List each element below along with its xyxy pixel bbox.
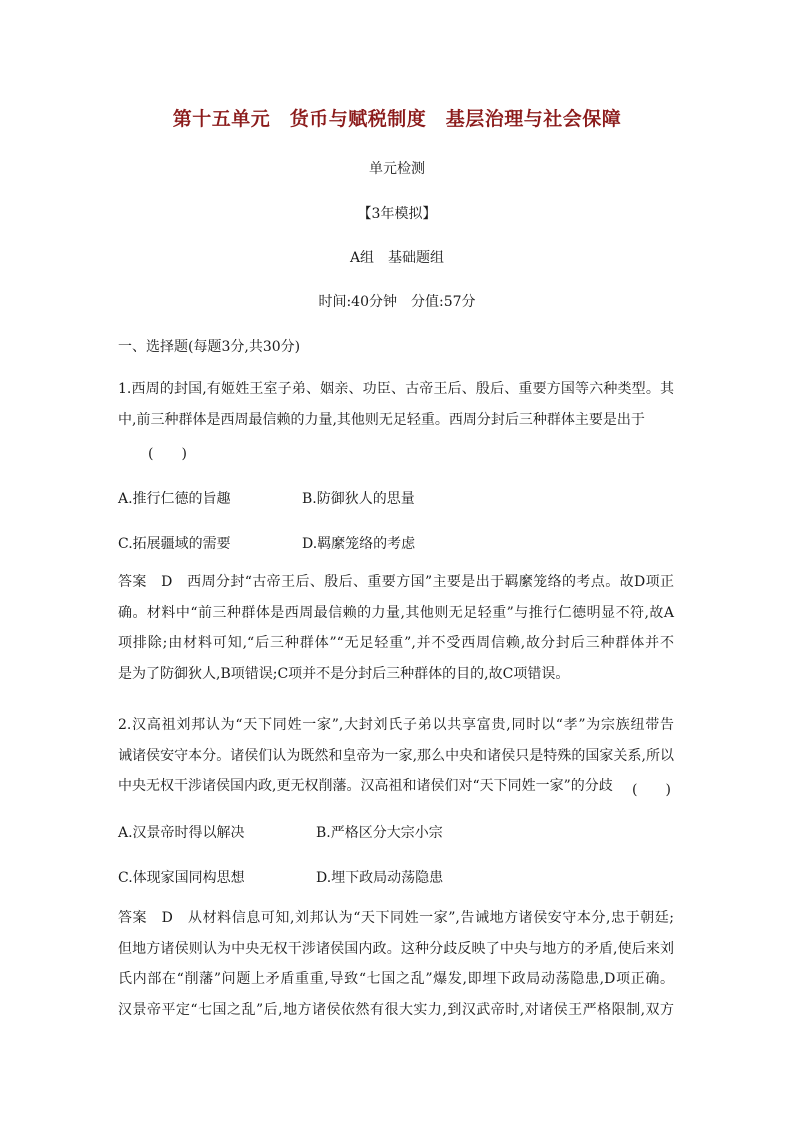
answer-line: 答案 D 西周分封“古帝王后、殷后、重要方国”主要是出于羁縻笼络的考点。故D项正 bbox=[118, 574, 674, 590]
question-2-option-a: A.汉景帝时得以解决 bbox=[118, 825, 245, 841]
question-1-stem-line: 中,前三种群体是西周最信赖的力量,其他则无足轻重。西周分封后三种群体主要是出于 bbox=[118, 411, 645, 428]
unit-subtitle: 单元检测 bbox=[369, 161, 425, 177]
question-2-stem-line: 2.汉高祖刘邦认为“天下同姓一家”,大封刘氏子弟以共享富贵,同时以“孝”为宗族纽带告 bbox=[118, 717, 674, 733]
answer-line: 但地方诸侯则认为中央无权干涉诸侯国内政。这种分歧反映了中央与地方的矛盾,使后来刘 bbox=[118, 940, 674, 957]
question-2-answer bbox=[118, 903, 674, 1025]
question-1-blank: ( ) bbox=[148, 446, 187, 462]
question-1-option-b: B.防御狄人的思量 bbox=[302, 491, 415, 507]
question-1-option-a: A.推行仁德的旨趣 bbox=[118, 491, 231, 507]
question-2-option-c: C.体现家国同构思想 bbox=[118, 870, 245, 886]
section-heading: 一、选择题(每题3分,共30分) bbox=[118, 339, 301, 355]
question-1-answer bbox=[118, 567, 674, 689]
answer-line: 氏内部在“削藩”问题上矛盾重重,导致“七国之乱”爆发,即埋下政局动荡隐患,D项正确。 bbox=[118, 971, 674, 987]
question-2-stem-line: 中央无权干涉诸侯国内政,更无权削藩。汉高祖和诸侯们对“天下同姓一家”的分歧 bbox=[118, 778, 613, 794]
question-1-stem-line: 1.西周的封国,有姬姓王室子弟、姻亲、功臣、古帝王后、殷后、重要方国等六种类型。其 bbox=[118, 381, 674, 397]
answer-line: 答案 D 从材料信息可知,刘邦认为“天下同姓一家”,告诫地方诸侯安守本分,忠于朝廷; bbox=[118, 910, 674, 926]
time-info: 时间:40分钟 分值:57分 bbox=[318, 294, 476, 310]
question-1-option-c: C.拓展疆域的需要 bbox=[118, 536, 231, 552]
question-1-stem bbox=[118, 374, 674, 435]
source-tag: 【3年模拟】 bbox=[357, 206, 437, 222]
question-2-option-d: D.埋下政局动荡隐患 bbox=[316, 870, 444, 886]
answer-line: 确。材料中“前三种群体是西周最信赖的力量,其他则无足轻重”与推行仁德明显不符,故A bbox=[118, 604, 674, 621]
answer-line: 项排除;由材料可知,“后三种群体”“无足轻重”,并不受西周信赖,故分封后三种群体并不 bbox=[118, 635, 674, 651]
group-label: A组 基础题组 bbox=[349, 250, 445, 266]
question-1-option-d: D.羁縻笼络的考虑 bbox=[302, 536, 416, 552]
question-2-option-b: B.严格区分大宗小宗 bbox=[316, 825, 443, 841]
question-2-stem-line: 诫诸侯安守本分。诸侯们认为既然和皇帝为一家,那么中央和诸侯只是特殊的国家关系,所以 bbox=[118, 747, 674, 764]
answer-line: 汉景帝平定“七国之乱”后,地方诸侯依然有很大实力,到汉武帝时,对诸侯王严格限制,双方 bbox=[118, 1001, 674, 1018]
question-2-blank: ( ) bbox=[632, 782, 671, 798]
unit-title: 第十五单元 货币与赋税制度 基层治理与社会保障 bbox=[172, 108, 622, 130]
answer-line: 是为了防御狄人,B项错误;C项并不是分封后三种群体的目的,故C项错误。 bbox=[118, 665, 570, 682]
question-2-stem bbox=[118, 710, 674, 802]
